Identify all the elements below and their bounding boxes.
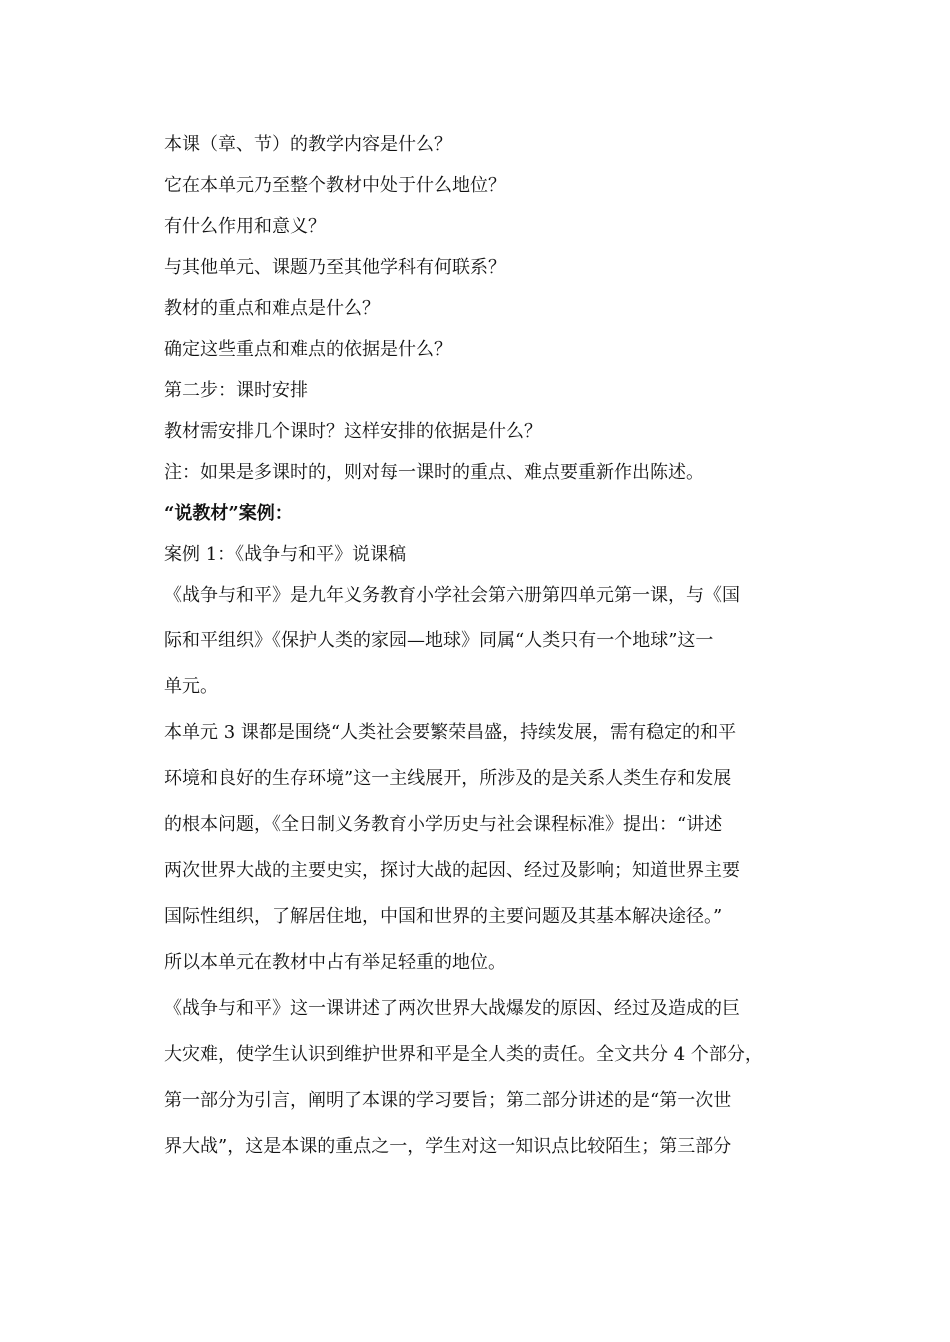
section-heading: 第二步：课时安排 bbox=[164, 380, 308, 401]
paragraph-line: 《战争与和平》这一课讲述了两次世界大战爆发的原因、经过及造成的巨 bbox=[164, 998, 740, 1019]
text-line: 有什么作用和意义？ bbox=[164, 216, 326, 237]
case-heading: “说教材”案例： bbox=[164, 503, 293, 524]
paragraph-line: 《战争与和平》是九年义务教育小学社会第六册第四单元第一课，与《国 bbox=[164, 585, 740, 606]
paragraph-line: 单元。 bbox=[164, 676, 218, 697]
paragraph-line: 的根本问题，《全日制义务教育小学历史与社会课程标准》提出：“讲述 bbox=[164, 814, 723, 835]
note-line: 注：如果是多课时的，则对每一课时的重点、难点要重新作出陈述。 bbox=[164, 462, 704, 483]
text-line: 它在本单元乃至整个教材中处于什么地位？ bbox=[164, 175, 506, 196]
paragraph-line: 环境和良好的生存环境”这一主线展开，所涉及的是关系人类生存和发展 bbox=[164, 768, 732, 789]
paragraph-line: 所以本单元在教材中占有举足轻重的地位。 bbox=[164, 952, 506, 973]
text-line: 确定这些重点和难点的依据是什么？ bbox=[164, 339, 452, 360]
case-title: 案例 1：《战争与和平》说课稿 bbox=[164, 544, 407, 565]
paragraph-line: 国际性组织，了解居住地，中国和世界的主要问题及其基本解决途径。” bbox=[164, 906, 723, 927]
paragraph-line: 界大战”，这是本课的重点之一，学生对这一知识点比较陌生；第三部分 bbox=[164, 1136, 732, 1157]
text-line: 教材的重点和难点是什么？ bbox=[164, 298, 380, 319]
text-line: 与其他单元、课题乃至其他学科有何联系？ bbox=[164, 257, 506, 278]
paragraph-line: 本单元 3 课都是围绕“人类社会要繁荣昌盛，持续发展，需有稳定的和平 bbox=[164, 722, 737, 743]
paragraph-line: 大灾难，使学生认识到维护世界和平是全人类的责任。全文共分 4 个部分， bbox=[164, 1044, 763, 1065]
text-line: 教材需安排几个课时？这样安排的依据是什么？ bbox=[164, 421, 542, 442]
text-line: 本课（章、节）的教学内容是什么？ bbox=[164, 134, 452, 155]
paragraph-line: 第一部分为引言，阐明了本课的学习要旨；第二部分讲述的是“第一次世 bbox=[164, 1090, 732, 1111]
paragraph-line: 际和平组织》《保护人类的家园—地球》同属“人类只有一个地球”这一 bbox=[164, 630, 714, 651]
paragraph-line: 两次世界大战的主要史实，探讨大战的起因、经过及影响；知道世界主要 bbox=[164, 860, 740, 881]
